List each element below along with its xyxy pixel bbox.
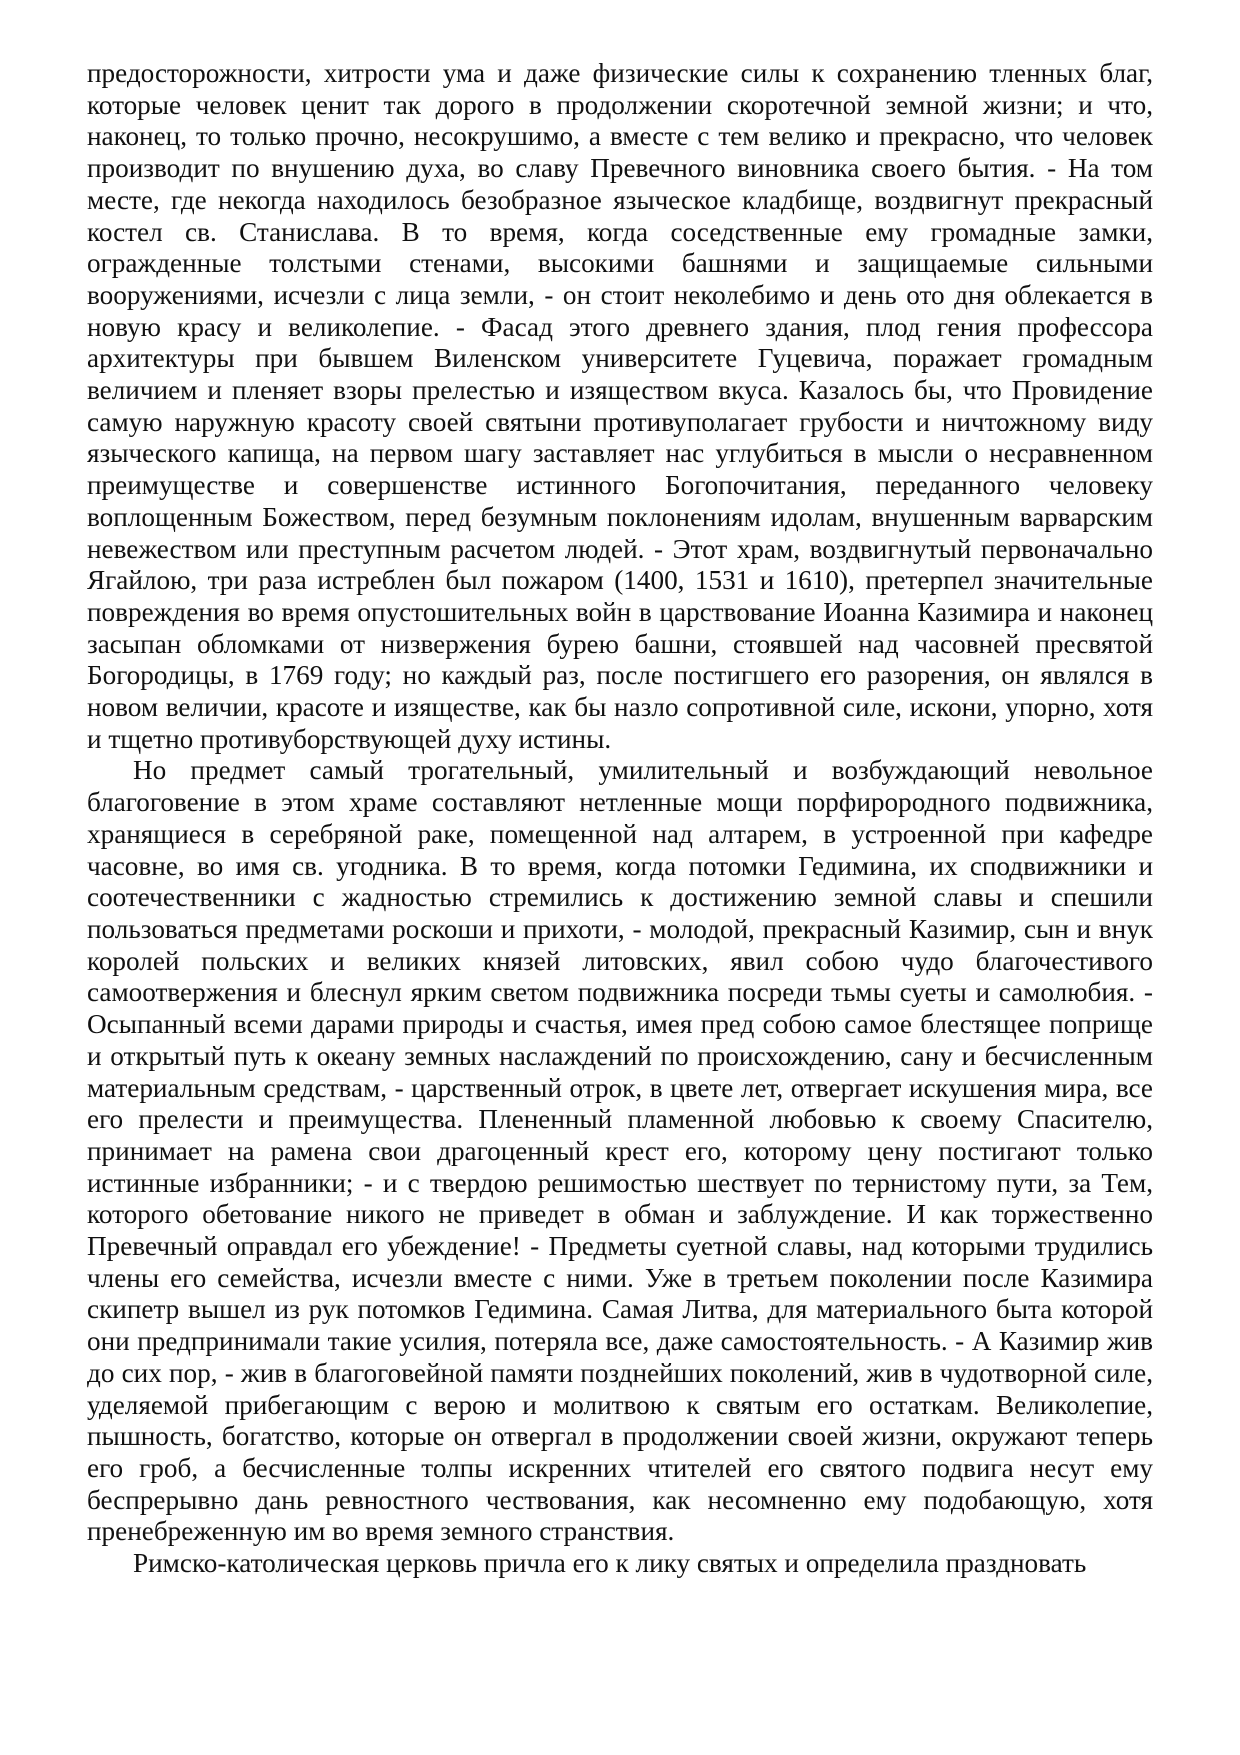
paragraph-canonization: Римско-католическая церковь причла его к лику святых и определила праздновать bbox=[133, 1548, 1087, 1579]
body-text bbox=[87, 58, 1153, 1580]
paragraph-saint-casimir-relics: Но предмет самый трогательный, умилительный и возбуждающий невольное благоговение в этом храме составляют нетленные мощи порфирородного подвижника, хранящиеся в серебряной раке, помещенной над алтарем, в устроенной при кафедре часовне, во имя св. угодника. В то время, когда потомки Гедимина, их сподвижники и соотечественники с жадностью стремились к достижению земной славы и спешили пользоваться предметами роскоши и прихоти, - молодой, прекрасный Казимир, сын и внук королей польских и великих князей литовских, явил собою чудо благочестивого самоотвержения и блеснул ярким светом подвижника посреди тьмы суеты и самолюбия. - Осыпанный всеми дарами природы и счастья, имея пред собою самое блестящее поприще и открытый путь к океану земных наслаждений по происхождению, сану и бесчисленным материальным средствам, - царственный отрок, в цвете лет, отвергает искушения мира, все его прелести и преимущества. Плененный пламенной любовью к своему Спасителю, принимает на рамена свои драгоценный крест его, которому цену постигают только истинные избранники; - и с твердою решимостью шествует по тернистому пути, за Тем, которого обетование никого не приведет в обман и заблуждение. И как торжественно Превечный оправдал его убеждение! - Предметы суетной славы, над которыми трудились члены его семейства, исчезли вместе с ними. Уже в третьем поколении после Казимира скипетр вышел из рук потомков Гедимина. Самая Литва, для материального быта которой они предпринимали такие усилия, потеряла все, даже самостоятельность. - А Казимир жив до сих пор, - жив в благоговейной памяти позднейших поколений, жив в чудотворной силе, уделяемой прибегающим с верою и молитвою к святым его остаткам. Великолепие, пышность, богатство, которые он отвергал в продолжении своей жизни, окружают теперь его гроб, а бесчисленные толпы искренних чтителей его святого подвига несут ему беспрерывно дань ревностного чествования, как несомненно ему подобающую, хотя пренебреженную им во время земного странствия. bbox=[87, 755, 1153, 1547]
paragraph-stanislaus-church: предосторожности, хитрости ума и даже физические силы к сохранению тленных благ, которые человек ценит так дорого в продолжении скоротечной земной жизни; и что, наконец, то только прочно, несокрушимо, а вместе с тем велико и прекрасно, что человек производит по внушению духа, во славу Превечного виновника своего бытия. - На том месте, где некогда находилось безобразное языческое кладбище, воздвигнут прекрасный костел св. Станислава. В то время, когда соседственные ему громадные замки, огражденные толстыми стенами, высокими башнями и защищаемые сильными вооружениями, исчезли с лица земли, - он стоит неколебимо и день ото дня облекается в новую красу и великолепие. - Фасад этого древнего здания, плод гения профессора архитектуры при бывшем Виленском университете Гуцевича, поражает громадным величием и пленяет взоры прелестью и изяществом вкуса. Казалось бы, что Провидение самую наружную красоту своей святыни противуполагает грубости и ничтожному виду языческого капища, на первом шагу заставляет нас углубиться в мысли о несравненном преимуществе и совершенстве истинного Богопочитания, переданного человеку воплощенным Божеством, перед безумным поклонениям идолам, внушенным варварским невежеством или преступным расчетом людей. - Этот храм, воздвигнутый первоначально Ягайлою, три раза истреблен был пожаром (1400, 1531 и 1610), претерпел значительные повреждения во время опустошительных войн в царствование Иоанна Казимира и наконец засыпан обломками от низвержения бурею башни, стоявшей над часовней пресвятой Богородицы, в 1769 году; но каждый раз, после постигшего его разорения, он являлся в новом величии, красоте и изяществе, как бы назло сопротивной силе, искони, упорно, хотя и тщетно противуборствующей духу истины. bbox=[87, 58, 1153, 754]
